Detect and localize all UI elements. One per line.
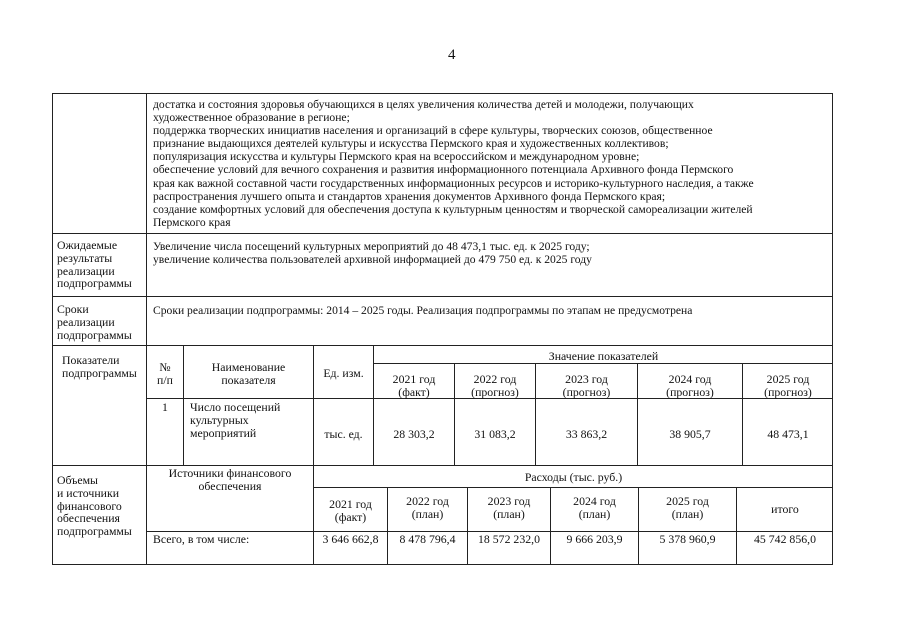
- indicators-label: Показатели подпрограммы: [62, 353, 137, 380]
- tasks-line: Пермского края: [153, 215, 231, 229]
- timing-label: Сроки реализации подпрограммы: [57, 302, 132, 342]
- table-divider: [313, 487, 833, 488]
- financing-row-value: 8 478 796,4: [399, 532, 456, 546]
- indicators-year-header: 2023 год (прогноз): [562, 372, 611, 399]
- tasks-line: создание комфортных условий для обеспечения доступа к культурным ценностям и творческой самореализации жителей: [153, 202, 753, 216]
- page-number: 4: [448, 47, 456, 63]
- expected-results-label: Ожидаемые результаты реализации подпрограммы: [57, 238, 132, 291]
- tasks-line: популяризация искусства и культуры Пермского края на всероссийском и международном уровне;: [153, 150, 640, 164]
- financing-row-value: 18 572 232,0: [478, 532, 540, 546]
- tasks-line: края как важной составной части государственных информационных ресурсов и историко-культурного наследия, а также: [153, 176, 754, 190]
- financing-row-value: 3 646 662,8: [322, 532, 379, 546]
- financing-row-value: 45 742 856,0: [754, 532, 816, 546]
- tasks-line: достатка и состояния здоровья обучающихся в целях увеличения количества детей и молодежи, получающих: [153, 98, 694, 111]
- indicators-year-header: 2022 год (прогноз): [471, 372, 519, 399]
- indicators-year-header: 2025 год (прогноз): [764, 372, 812, 399]
- tasks-line: распространения лучшего опыта и стандартов хранения документов Архивного фонда Пермского края;: [153, 189, 666, 203]
- timing-text: Сроки реализации подпрограммы: 2014 – 2025 годы. Реализация подпрограммы по этапам не предусмотрена: [153, 304, 693, 317]
- indicator-row-unit: тыс. ед.: [324, 427, 363, 441]
- tasks-line: художественное образование в регионе;: [153, 111, 350, 125]
- financing-year-header: 2024 год (план): [573, 494, 616, 521]
- expected-results-text: Увеличение числа посещений культурных мероприятий до 48 473,1 тыс. ед. к 2025 году; увеличение количества пользователей архивной информацией до 479 750 ед. к 2025 году: [153, 240, 592, 267]
- indicators-year-header: 2021 год (факт): [392, 372, 436, 399]
- financing-expenses-header: Расходы (тыс. руб.): [524, 470, 623, 484]
- indicator-row-name: Число посещений культурных мероприятий: [190, 400, 281, 440]
- financing-year-header: 2022 год (план): [406, 494, 449, 521]
- financing-row-source: Всего, в том числе:: [153, 532, 250, 546]
- indicator-row-value: 38 905,7: [669, 427, 711, 441]
- indicator-row-value: 31 083,2: [474, 427, 516, 441]
- tasks-line: поддержка творческих инициатив населения и организаций в сфере культуры, творческих союзов, общественное: [153, 124, 713, 138]
- table-divider: [52, 345, 833, 346]
- table-divider: [736, 487, 737, 565]
- financing-col-source: Источники финансового обеспечения: [168, 466, 292, 493]
- tasks-line: признание выдающихся деятелей культуры и искусства Пермского края и художественных коллективов;: [153, 137, 669, 151]
- indicators-col-num: № п/п: [157, 360, 173, 387]
- financing-year-header: 2021 год (факт): [329, 497, 372, 524]
- table-divider: [52, 233, 833, 234]
- indicator-row-num: 1: [162, 400, 168, 414]
- indicators-col-unit: Ед. изм.: [323, 366, 364, 380]
- financing-label: Объемы и источники финансового обеспечения подпрограммы: [57, 473, 132, 539]
- indicator-row-value: 28 303,2: [393, 427, 435, 441]
- table-divider: [146, 93, 147, 565]
- financing-row-value: 5 378 960,9: [659, 532, 716, 546]
- financing-year-header: 2023 год (план): [487, 494, 531, 521]
- tasks-line: обеспечение условий для вечного сохранения и развития информационного потенциала Архивного фонда Пермского: [153, 163, 734, 177]
- table-divider: [373, 363, 833, 364]
- indicators-col-name: Наименование показателя: [211, 360, 286, 387]
- indicators-values-header: Значение показателей: [548, 349, 659, 363]
- table-divider: [52, 296, 833, 297]
- indicator-row-value: 48 473,1: [767, 427, 809, 441]
- tasks-text: [153, 98, 831, 229]
- financing-row-value: 9 666 203,9: [566, 532, 623, 546]
- indicators-year-header: 2024 год (прогноз): [666, 372, 714, 399]
- financing-total-header: итого: [771, 502, 799, 516]
- indicator-row-value: 33 863,2: [565, 427, 608, 441]
- financing-year-header: 2025 год (план): [666, 494, 709, 521]
- table-divider: [313, 345, 314, 465]
